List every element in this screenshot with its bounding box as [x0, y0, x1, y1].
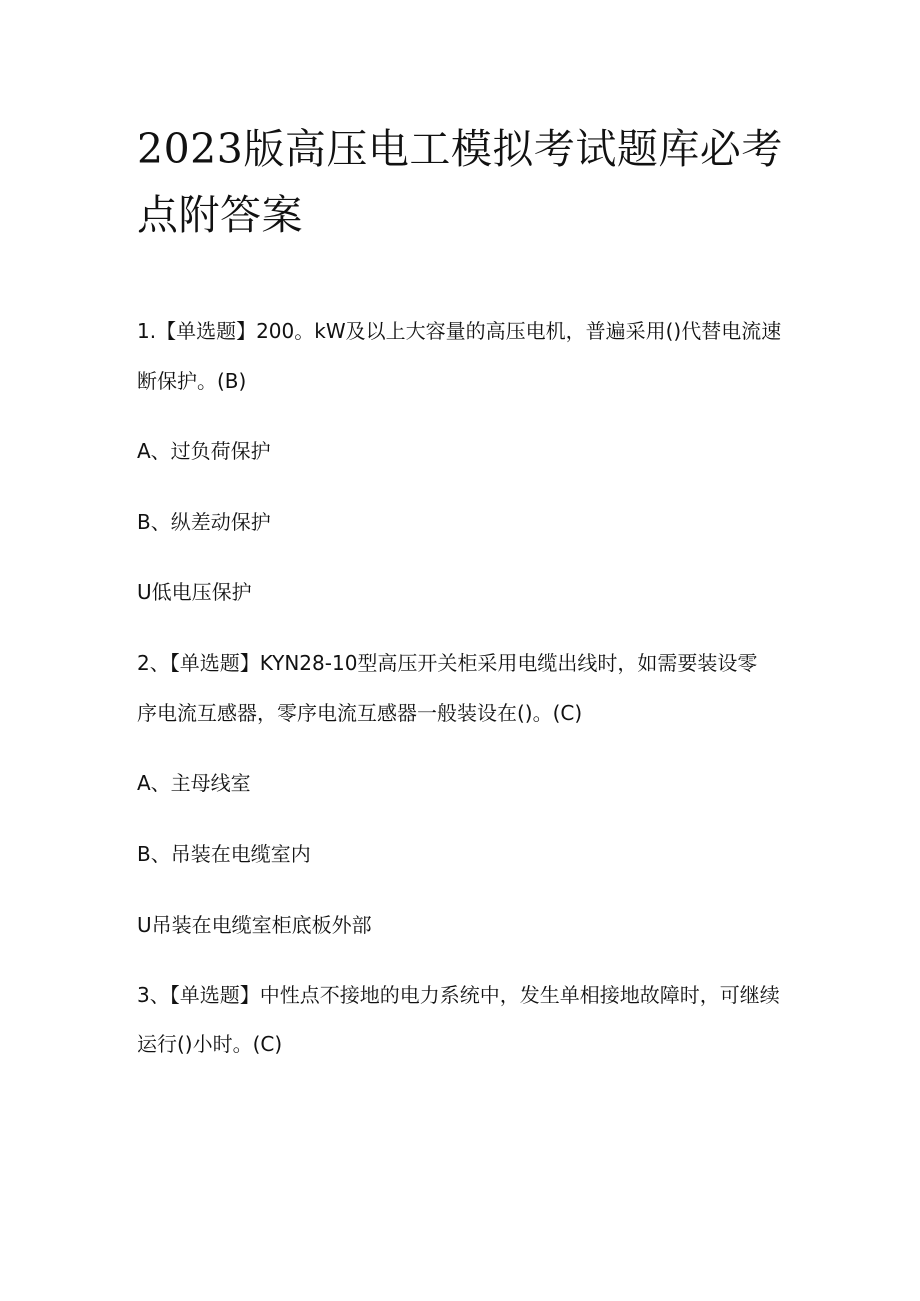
question-2-option-b: B、吊装在电缆室内: [137, 842, 311, 866]
document-title: [137, 116, 797, 248]
question-1-stem-line-2: 断保护。(B): [137, 369, 247, 393]
question-1-option-b: B、纵差动保护: [137, 510, 271, 534]
question-1-option-c: U低电压保护: [137, 580, 252, 604]
question-3-stem-line-1: 3、【单选题】中性点不接地的电力系统中，发生单相接地故障时，可继续: [137, 983, 780, 1007]
question-1-option-a: A、过负荷保护: [137, 439, 271, 463]
question-2-stem-line-2: 序电流互感器，零序电流互感器一般装设在()。(C): [137, 701, 583, 725]
question-3-stem-line-2: 运行()小时。(C): [137, 1032, 283, 1056]
question-2-option-c: U吊装在电缆室柜底板外部: [137, 913, 372, 937]
question-2-option-a: A、主母线室: [137, 771, 251, 795]
title-line-2: 点附答案: [137, 191, 303, 239]
title-line-1: 2023版高压电工模拟考试题库必考: [137, 125, 783, 173]
question-2-stem-line-1: 2、【单选题】KYN28-10型高压开关柜采用电缆出线时，如需要装设零: [137, 651, 758, 675]
question-1-stem-line-1: 1.【单选题】200。kW及以上大容量的高压电机，普遍采用()代替电流速: [137, 319, 782, 343]
